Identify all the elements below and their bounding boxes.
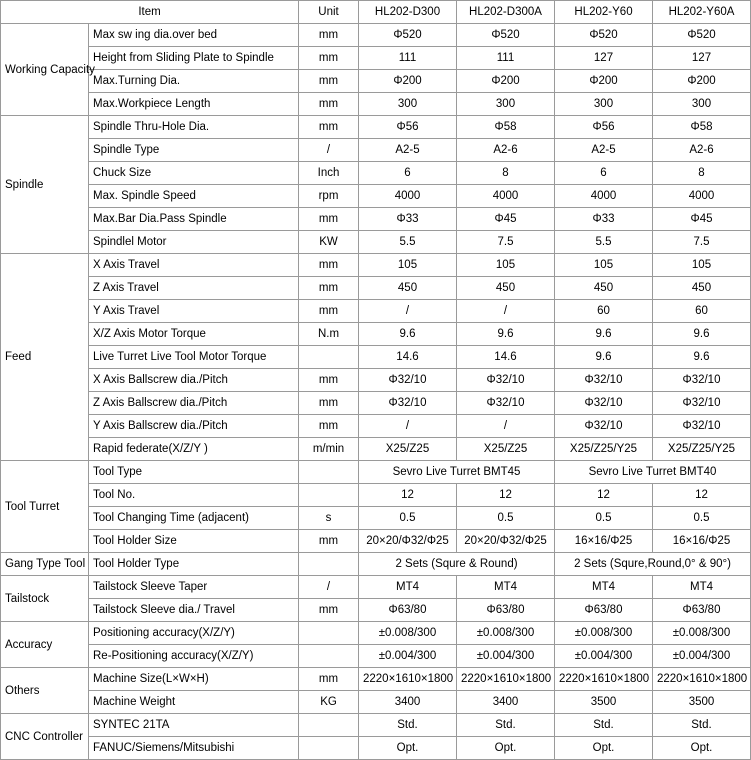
spec-unit: mm: [299, 415, 359, 438]
spec-value: ±0.004/300: [555, 645, 653, 668]
spec-item-label: Spindle Thru-Hole Dia.: [89, 116, 299, 139]
spec-unit: rpm: [299, 185, 359, 208]
spec-item-label: Tailstock Sleeve dia./ Travel: [89, 599, 299, 622]
spec-value: 2220×1610×1800: [653, 668, 751, 691]
spec-unit: s: [299, 507, 359, 530]
table-row: [1, 714, 751, 737]
table-row: [1, 369, 751, 392]
spec-value: 16×16/Φ25: [555, 530, 653, 553]
spec-value: Φ32/10: [457, 369, 555, 392]
spec-value: 4000: [457, 185, 555, 208]
spec-unit: [299, 622, 359, 645]
spec-value: MT4: [457, 576, 555, 599]
spec-unit: /: [299, 576, 359, 599]
spec-item-label: Live Turret Live Tool Motor Torque: [89, 346, 299, 369]
spec-value: Std.: [653, 714, 751, 737]
spec-value: ±0.004/300: [653, 645, 751, 668]
spec-value: 450: [457, 277, 555, 300]
spec-item-label: Max.Workpiece Length: [89, 93, 299, 116]
spec-unit: KG: [299, 691, 359, 714]
table-row: [1, 599, 751, 622]
spec-value: 7.5: [653, 231, 751, 254]
spec-value: Φ33: [359, 208, 457, 231]
spec-value: 300: [359, 93, 457, 116]
spec-unit: N.m: [299, 323, 359, 346]
group-label: Spindle: [1, 116, 89, 254]
spec-value: 20×20/Φ32/Φ25: [359, 530, 457, 553]
spec-unit: mm: [299, 599, 359, 622]
spec-unit: KW: [299, 231, 359, 254]
spec-value: ±0.008/300: [457, 622, 555, 645]
spec-item-label: Chuck Size: [89, 162, 299, 185]
spec-unit: mm: [299, 116, 359, 139]
spec-value: Opt.: [359, 737, 457, 760]
spec-value: 3400: [457, 691, 555, 714]
table-row: [1, 392, 751, 415]
spec-unit: mm: [299, 208, 359, 231]
spec-value: 9.6: [457, 323, 555, 346]
spec-value: 9.6: [555, 346, 653, 369]
spec-value: Std.: [457, 714, 555, 737]
table-row: [1, 507, 751, 530]
spec-value: X25/Z25: [457, 438, 555, 461]
spec-value: Φ58: [457, 116, 555, 139]
spec-value: /: [359, 415, 457, 438]
spec-unit: mm: [299, 277, 359, 300]
spec-value: 14.6: [457, 346, 555, 369]
spec-value: /: [457, 415, 555, 438]
spec-item-label: SYNTEC 21TA: [89, 714, 299, 737]
spec-value: 9.6: [653, 323, 751, 346]
spec-value: 450: [555, 277, 653, 300]
column-header-item: Item: [1, 1, 299, 24]
spec-value: 3400: [359, 691, 457, 714]
table-row: [1, 47, 751, 70]
spec-item-label: Tool No.: [89, 484, 299, 507]
spec-item-label: Tool Type: [89, 461, 299, 484]
spec-value: Opt.: [555, 737, 653, 760]
spec-unit: mm: [299, 254, 359, 277]
spec-value: 2220×1610×1800: [457, 668, 555, 691]
spec-unit: [299, 737, 359, 760]
table-row: [1, 346, 751, 369]
spec-value: Φ520: [653, 24, 751, 47]
spec-item-label: Machine Size(L×W×H): [89, 668, 299, 691]
spec-value: Φ32/10: [457, 392, 555, 415]
spec-value: 60: [653, 300, 751, 323]
spec-unit: [299, 484, 359, 507]
spec-value: Sevro Live Turret BMT45: [359, 461, 555, 484]
spec-value: 2 Sets (Squre,Round,0° & 90°): [555, 553, 751, 576]
spec-value: Φ200: [457, 70, 555, 93]
spec-value: 60: [555, 300, 653, 323]
spec-unit: [299, 553, 359, 576]
spec-item-label: Max.Bar Dia.Pass Spindle: [89, 208, 299, 231]
spec-value: Φ32/10: [555, 415, 653, 438]
spec-value: 16×16/Φ25: [653, 530, 751, 553]
column-header-model-4: HL202-Y60A: [653, 1, 751, 24]
spec-value: 9.6: [359, 323, 457, 346]
spec-value: X25/Z25/Y25: [653, 438, 751, 461]
table-row: [1, 185, 751, 208]
spec-unit: mm: [299, 369, 359, 392]
spec-value: 105: [653, 254, 751, 277]
group-label: Tool Turret: [1, 461, 89, 553]
table-body: [1, 24, 751, 760]
group-label: Gang Type Tool: [1, 553, 89, 576]
spec-value: 105: [359, 254, 457, 277]
spec-item-label: Spindle Type: [89, 139, 299, 162]
spec-value: ±0.008/300: [359, 622, 457, 645]
spec-value: Opt.: [653, 737, 751, 760]
spec-item-label: X/Z Axis Motor Torque: [89, 323, 299, 346]
spec-item-label: Y Axis Ballscrew dia./Pitch: [89, 415, 299, 438]
spec-value: 12: [359, 484, 457, 507]
spec-value: Φ200: [653, 70, 751, 93]
spec-value: Φ520: [555, 24, 653, 47]
spec-value: 4000: [555, 185, 653, 208]
spec-value: ±0.008/300: [555, 622, 653, 645]
spec-value: 7.5: [457, 231, 555, 254]
table-row: [1, 277, 751, 300]
spec-value: 20×20/Φ32/Φ25: [457, 530, 555, 553]
spec-unit: mm: [299, 668, 359, 691]
spec-value: Sevro Live Turret BMT40: [555, 461, 751, 484]
spec-value: 12: [555, 484, 653, 507]
table-row: [1, 737, 751, 760]
spec-item-label: FANUC/Siemens/Mitsubishi: [89, 737, 299, 760]
group-label: Working Capacity: [1, 24, 89, 116]
group-label: CNC Controller: [1, 714, 89, 760]
spec-value: ±0.008/300: [653, 622, 751, 645]
column-header-model-3: HL202-Y60: [555, 1, 653, 24]
spec-value: /: [457, 300, 555, 323]
table-row: [1, 668, 751, 691]
table-row: [1, 208, 751, 231]
table-row: [1, 415, 751, 438]
group-label: Accuracy: [1, 622, 89, 668]
spec-value: MT4: [653, 576, 751, 599]
spec-value: 300: [653, 93, 751, 116]
spec-value: A2-6: [653, 139, 751, 162]
spec-value: Φ33: [555, 208, 653, 231]
table-row: [1, 645, 751, 668]
spec-value: Φ520: [457, 24, 555, 47]
spec-value: Φ56: [555, 116, 653, 139]
spec-value: 4000: [359, 185, 457, 208]
spec-value: 105: [555, 254, 653, 277]
spec-item-label: Re-Positioning accuracy(X/Z/Y): [89, 645, 299, 668]
spec-value: Std.: [359, 714, 457, 737]
spec-unit: mm: [299, 93, 359, 116]
table-row: [1, 553, 751, 576]
group-label: Others: [1, 668, 89, 714]
spec-item-label: Max.Turning Dia.: [89, 70, 299, 93]
spec-unit: [299, 461, 359, 484]
spec-value: 8: [457, 162, 555, 185]
spec-value: 2220×1610×1800: [359, 668, 457, 691]
spec-item-label: Tool Changing Time (adjacent): [89, 507, 299, 530]
spec-value: Φ63/80: [457, 599, 555, 622]
spec-value: 3500: [653, 691, 751, 714]
spec-value: 111: [457, 47, 555, 70]
spec-unit: Inch: [299, 162, 359, 185]
spec-value: 5.5: [555, 231, 653, 254]
spec-item-label: Max. Spindle Speed: [89, 185, 299, 208]
spec-value: Opt.: [457, 737, 555, 760]
header-row: [1, 1, 751, 24]
spec-unit: mm: [299, 47, 359, 70]
spec-value: Φ45: [653, 208, 751, 231]
spec-value: 450: [359, 277, 457, 300]
spec-value: Φ45: [457, 208, 555, 231]
spec-value: Φ63/80: [555, 599, 653, 622]
table-row: [1, 70, 751, 93]
spec-value: 5.5: [359, 231, 457, 254]
spec-value: Φ63/80: [359, 599, 457, 622]
spec-value: A2-6: [457, 139, 555, 162]
spec-value: 9.6: [555, 323, 653, 346]
spec-value: Φ32/10: [555, 369, 653, 392]
spec-value: Φ32/10: [653, 415, 751, 438]
spec-value: Std.: [555, 714, 653, 737]
table-header: [1, 1, 751, 24]
spec-unit: [299, 714, 359, 737]
table-row: [1, 576, 751, 599]
spec-value: 6: [555, 162, 653, 185]
spec-value: Φ56: [359, 116, 457, 139]
spec-value: MT4: [555, 576, 653, 599]
spec-item-label: Rapid federate(X/Z/Y ): [89, 438, 299, 461]
spec-value: ±0.004/300: [457, 645, 555, 668]
column-header-unit: Unit: [299, 1, 359, 24]
spec-item-label: X Axis Travel: [89, 254, 299, 277]
spec-value: Φ32/10: [653, 392, 751, 415]
spec-value: 8: [653, 162, 751, 185]
spec-item-label: Tailstock Sleeve Taper: [89, 576, 299, 599]
spec-unit: [299, 645, 359, 668]
spec-value: 12: [457, 484, 555, 507]
spec-unit: [299, 346, 359, 369]
spec-value: /: [359, 300, 457, 323]
table-row: [1, 24, 751, 47]
spec-item-label: Height from Sliding Plate to Spindle: [89, 47, 299, 70]
spec-value: 111: [359, 47, 457, 70]
table-row: [1, 484, 751, 507]
table-row: [1, 461, 751, 484]
table-row: [1, 438, 751, 461]
spec-value: Φ200: [359, 70, 457, 93]
spec-item-label: Y Axis Travel: [89, 300, 299, 323]
spec-value: Φ58: [653, 116, 751, 139]
spec-value: 127: [653, 47, 751, 70]
spec-value: Φ520: [359, 24, 457, 47]
spec-value: X25/Z25/Y25: [555, 438, 653, 461]
spec-value: 9.6: [653, 346, 751, 369]
spec-item-label: Z Axis Travel: [89, 277, 299, 300]
table-row: [1, 231, 751, 254]
column-header-model-2: HL202-D300A: [457, 1, 555, 24]
spec-value: 0.5: [555, 507, 653, 530]
spec-value: Φ200: [555, 70, 653, 93]
spec-value: 300: [457, 93, 555, 116]
spec-unit: mm: [299, 530, 359, 553]
spec-value: Φ32/10: [555, 392, 653, 415]
spec-unit: mm: [299, 70, 359, 93]
group-label: Tailstock: [1, 576, 89, 622]
spec-item-label: Spindlel Motor: [89, 231, 299, 254]
spec-value: 0.5: [359, 507, 457, 530]
table-row: [1, 622, 751, 645]
spec-item-label: X Axis Ballscrew dia./Pitch: [89, 369, 299, 392]
spec-item-label: Machine Weight: [89, 691, 299, 714]
spec-unit: mm: [299, 24, 359, 47]
spec-value: X25/Z25: [359, 438, 457, 461]
spec-unit: m/min: [299, 438, 359, 461]
table-row: [1, 116, 751, 139]
spec-value: Φ32/10: [359, 392, 457, 415]
spec-unit: /: [299, 139, 359, 162]
spec-value: 3500: [555, 691, 653, 714]
spec-value: 14.6: [359, 346, 457, 369]
spec-item-label: Tool Holder Size: [89, 530, 299, 553]
spec-value: 12: [653, 484, 751, 507]
spec-unit: mm: [299, 392, 359, 415]
spec-value: Φ32/10: [653, 369, 751, 392]
table-row: [1, 254, 751, 277]
table-row: [1, 139, 751, 162]
spec-unit: mm: [299, 300, 359, 323]
table-row: [1, 323, 751, 346]
spec-value: 105: [457, 254, 555, 277]
table-row: [1, 691, 751, 714]
spec-value: 2 Sets (Squre & Round): [359, 553, 555, 576]
table-row: [1, 162, 751, 185]
spec-item-label: Tool Holder Type: [89, 553, 299, 576]
spec-value: 300: [555, 93, 653, 116]
spec-value: ±0.004/300: [359, 645, 457, 668]
table-row: [1, 300, 751, 323]
spec-value: Φ32/10: [359, 369, 457, 392]
spec-value: 0.5: [457, 507, 555, 530]
spec-value: A2-5: [359, 139, 457, 162]
table-row: [1, 530, 751, 553]
spec-value: 6: [359, 162, 457, 185]
spec-value: 4000: [653, 185, 751, 208]
spec-value: 2220×1610×1800: [555, 668, 653, 691]
spec-value: Φ63/80: [653, 599, 751, 622]
column-header-model-1: HL202-D300: [359, 1, 457, 24]
spec-value: A2-5: [555, 139, 653, 162]
spec-item-label: Max sw ing dia.over bed: [89, 24, 299, 47]
spec-value: 450: [653, 277, 751, 300]
spec-value: MT4: [359, 576, 457, 599]
spec-value: 0.5: [653, 507, 751, 530]
spec-item-label: Z Axis Ballscrew dia./Pitch: [89, 392, 299, 415]
spec-item-label: Positioning accuracy(X/Z/Y): [89, 622, 299, 645]
table-row: [1, 93, 751, 116]
group-label: Feed: [1, 254, 89, 461]
spec-value: 127: [555, 47, 653, 70]
